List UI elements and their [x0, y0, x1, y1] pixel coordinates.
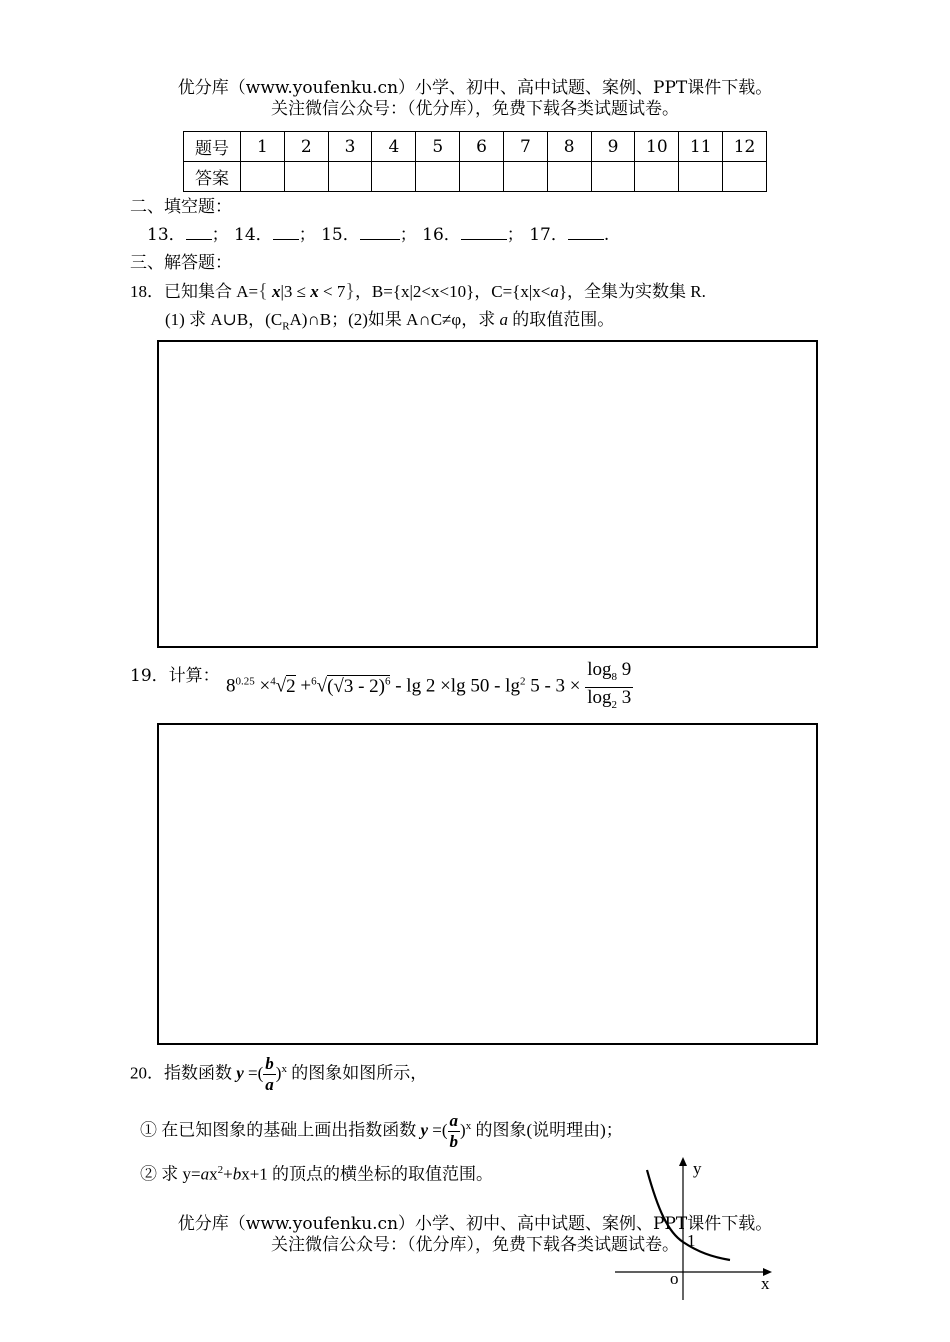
- q18-part2-tail: 的取值范围。: [507, 310, 615, 329]
- answer-cell[interactable]: [372, 162, 416, 192]
- answer-cell[interactable]: [635, 162, 679, 192]
- answer-cell[interactable]: [416, 162, 460, 192]
- q20-intro-tail: 的图象如图所示，: [286, 1063, 428, 1083]
- y-axis-arrow-icon: [679, 1157, 687, 1166]
- answer-cell[interactable]: [591, 162, 635, 192]
- answer-cell[interactable]: [503, 162, 547, 192]
- term-base-8: 8: [226, 675, 236, 697]
- blank-number: 13．: [147, 225, 186, 245]
- set-brace-close-icon: }: [345, 280, 355, 302]
- q19-expression: [226, 660, 633, 715]
- blank-17[interactable]: [568, 223, 604, 240]
- log-base: 2: [611, 698, 618, 711]
- paren-close: ): [275, 1063, 282, 1083]
- fill-blank-line: [147, 223, 609, 247]
- blank-separator: ；: [298, 225, 316, 245]
- question-number-cell: 11: [679, 132, 723, 162]
- answer-table: [183, 131, 767, 192]
- blank-13[interactable]: [186, 223, 212, 240]
- set-a-cond-right: < 7: [318, 282, 346, 301]
- question-number-row: [184, 132, 767, 162]
- section2-title: 二、填空题：: [130, 197, 232, 217]
- answer-cell[interactable]: [723, 162, 767, 192]
- log-text: log: [587, 686, 612, 708]
- footer-line-1: 优分库（www.youfenku.cn）小学、初中、高中试题、案例、PPT课件下载。: [177, 1214, 773, 1234]
- q18-tail: }，全集为实数集 R.: [558, 282, 706, 301]
- blank-number: 15．: [321, 225, 360, 245]
- q18-part2-var: a: [499, 310, 508, 329]
- x-axis-label: x: [761, 1274, 770, 1293]
- header-line-1: 优分库（www.youfenku.cn）小学、初中、高中试题、案例、PPT课件下载。: [177, 78, 773, 98]
- log-fraction-denominator: [585, 688, 633, 715]
- blank-16[interactable]: [461, 223, 507, 240]
- question-number-cell: 6: [460, 132, 504, 162]
- inner-radicand: 3: [343, 675, 354, 697]
- log-text: log: [587, 659, 612, 680]
- y-var: y: [420, 1120, 429, 1140]
- frac-num: a: [449, 1111, 459, 1131]
- sqrt-icon: √: [333, 675, 344, 697]
- blank-number: 17．: [529, 225, 568, 245]
- item2-square: 2: [217, 1164, 224, 1176]
- blank-number: 14．: [234, 225, 273, 245]
- blank-15[interactable]: [360, 223, 400, 240]
- blank-separator: ；: [399, 225, 417, 245]
- q19-label-text: 计算：: [168, 666, 220, 686]
- answer-cell[interactable]: [460, 162, 504, 192]
- log-fraction: [585, 660, 633, 715]
- set-c-var: a: [550, 282, 559, 301]
- q19-answer-box[interactable]: [157, 723, 818, 1045]
- answer-cell[interactable]: [328, 162, 372, 192]
- question-number-cell: 1: [241, 132, 285, 162]
- question-number-cell: 4: [372, 132, 416, 162]
- question-number-cell: 12: [723, 132, 767, 162]
- log-argument: 9: [617, 659, 632, 680]
- log-terms: - lg 2 ×lg 50 - lg: [395, 675, 520, 697]
- item2-pre: ② 求 y=: [140, 1164, 201, 1184]
- section3-title: 三、解答题：: [130, 253, 232, 273]
- y-axis-label: y: [693, 1159, 702, 1178]
- sqrt-icon: √: [275, 675, 287, 697]
- root-index: 6: [311, 675, 317, 688]
- q19-label: [130, 664, 220, 688]
- set-brace-open-icon: {: [258, 280, 268, 302]
- answer-row: [184, 162, 767, 192]
- footer-line-2: 关注微信公众号：（优分库），免费下载各类试题试卷。: [271, 1235, 679, 1255]
- q20-statement: [130, 1047, 427, 1096]
- q18-number: 18．: [130, 282, 164, 301]
- blank-separator: .: [603, 225, 610, 245]
- question-number-cell: 9: [591, 132, 635, 162]
- log-argument: 3: [617, 686, 632, 708]
- set-a-cond-left: 3 ≤: [283, 282, 311, 301]
- equals-paren: =(: [243, 1063, 264, 1083]
- fraction-b-over-a: [263, 1054, 276, 1095]
- paren-open: (: [327, 675, 334, 697]
- q18-answer-box[interactable]: [157, 340, 818, 648]
- q18-parts: [165, 308, 614, 338]
- log-fraction-numerator: [585, 660, 633, 688]
- sixth-root-content: [327, 675, 390, 697]
- blank-14[interactable]: [273, 223, 299, 240]
- q18-intro: 已知集合 A=: [164, 282, 259, 301]
- q19-number: 19．: [130, 666, 169, 686]
- frac-den: a: [265, 1075, 274, 1095]
- term-exponent: 0.25: [235, 675, 255, 688]
- question-number-cell: 7: [503, 132, 547, 162]
- set-b: ，B={x|2<x<10}，C={x|x<: [354, 282, 551, 301]
- item2-b: b: [232, 1164, 242, 1184]
- q18-part1-tail: A)∩B；(2)如果 A∩C≠φ，求: [289, 310, 500, 329]
- q20-item2: [140, 1158, 493, 1187]
- blank-separator: ；: [506, 225, 524, 245]
- answer-cell[interactable]: [547, 162, 591, 192]
- item2-a: a: [200, 1164, 210, 1184]
- frac-num: b: [265, 1054, 274, 1074]
- answer-cell[interactable]: [284, 162, 328, 192]
- frac-den: b: [449, 1132, 459, 1152]
- minus-two: - 2): [353, 675, 385, 697]
- y-var: y: [236, 1063, 244, 1083]
- times-symbol: ×: [259, 675, 271, 697]
- q18-part1: (1) 求 A∪B，(C: [165, 310, 283, 329]
- question-number-cell: 8: [547, 132, 591, 162]
- lg-squared-exponent: 2: [519, 675, 526, 688]
- item2-plus: +: [223, 1164, 233, 1184]
- blank-separator: ；: [211, 225, 229, 245]
- q18-part1-sub: R: [282, 320, 290, 333]
- power-exponent: 6: [384, 675, 391, 688]
- answer-cell[interactable]: [241, 162, 285, 192]
- answer-label: 答案: [184, 162, 241, 192]
- root-index: 4: [270, 675, 276, 688]
- paren-close: ): [460, 1120, 466, 1140]
- blank-number: 16．: [422, 225, 461, 245]
- equals-paren: =(: [428, 1120, 448, 1140]
- intercept-one-label: 1: [687, 1231, 696, 1250]
- header-line-2: 关注微信公众号：（优分库），免费下载各类试题试卷。: [271, 99, 679, 119]
- set-a-var: x: [271, 282, 281, 301]
- exponent-x: x: [465, 1120, 472, 1132]
- plus-symbol: +: [300, 675, 312, 697]
- answer-cell[interactable]: [679, 162, 723, 192]
- question-number-cell: 2: [284, 132, 328, 162]
- item2-tail: x+1 的顶点的横坐标的取值范围。: [241, 1164, 494, 1184]
- question-number-cell: 10: [635, 132, 679, 162]
- q20-number: 20．: [130, 1063, 164, 1083]
- set-a-cond-var: x: [310, 282, 319, 301]
- q20-intro: 指数函数: [164, 1063, 237, 1083]
- root-radicand: 2: [286, 675, 296, 697]
- q18-statement: [130, 279, 706, 304]
- sqrt-icon: √: [316, 675, 328, 697]
- question-number-cell: 3: [328, 132, 372, 162]
- question-number-label: 题号: [184, 132, 241, 162]
- fraction-a-over-b: [448, 1111, 461, 1152]
- item2-x: x: [209, 1164, 218, 1184]
- origin-label: o: [670, 1269, 679, 1288]
- exponent-x: x: [281, 1063, 287, 1075]
- question-number-cell: 5: [416, 132, 460, 162]
- item1-pre: ① 在已知图象的基础上画出指数函数: [140, 1120, 421, 1140]
- item1-tail: 的图象(说明理由)；: [471, 1120, 623, 1140]
- log-terms-tail: 5 - 3 ×: [525, 675, 581, 697]
- set-bar-icon: |: [280, 282, 284, 301]
- q20-item1: [140, 1104, 623, 1153]
- log-base: 8: [611, 670, 618, 683]
